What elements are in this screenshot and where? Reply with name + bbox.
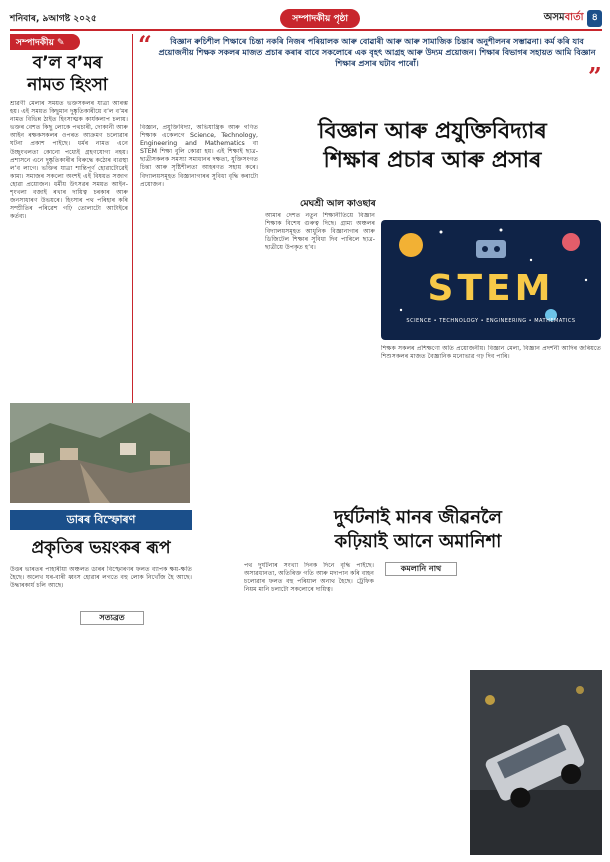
disaster-body-col2: [124, 628, 234, 853]
disaster-headline: প্ৰকৃতিৰ ভয়ংকৰ ৰূপ: [31, 538, 171, 558]
section-label: সম্পাদকীয় পৃষ্ঠা: [280, 9, 360, 28]
accident-body-col2: [380, 580, 465, 852]
editorial-tag: সম্পাদকীয় ✎: [10, 34, 80, 50]
robot-icon: [476, 240, 506, 258]
page-number: ৪: [587, 10, 602, 27]
disaster-reporter: সত্যব্ৰত: [80, 611, 144, 625]
disaster-photo: [10, 403, 190, 503]
disaster-banner: ডাৰৰ বিস্ফোৰণ: [10, 510, 192, 530]
stem-caption: SCIENCE • TECHNOLOGY • ENGINEERING • MATHEMATICS: [406, 318, 576, 324]
science-body-col2: আমাৰ দেশত নতুন শিক্ষানীতিয়ে বিজ্ঞান শিক্ষাক বিশেষ গুৰুত্ব দিছে। গ্ৰাম্য অঞ্চলৰ বিদ্যালয়সমূহত আধুনিক বিজ্ঞানাগাৰ আৰু ডিজিটেল শিক্ষাৰ সুবিধা দিব পাৰিলে ছাত্ৰ-ছাত্ৰীয়ে উপকৃত হ’ব।: [265, 212, 375, 252]
science-body-col3: শিক্ষক সকলৰ প্ৰশিক্ষণো অতি প্ৰয়োজনীয়। বিজ্ঞান মেলা, বিজ্ঞান প্ৰদৰ্শনী আদিৰ জৰিয়তে শিশুসকলৰ মাজত বৈজ্ঞানিক মনোভাৱ গঢ় দিব পাৰি।: [381, 345, 601, 361]
close-quote-icon: ”: [588, 62, 602, 91]
accident-headline: দুৰ্ঘটনাই মানৰ জীৱনলৈ কঢ়িয়াই আনে অমানিশা: [334, 507, 502, 552]
pull-quote: বিজ্ঞান ৰুচিশীল শিক্ষাৰে চিন্তা নকৰি নিজৰ পৰিয়ালক আৰু বোৱাৰী আৰু আৰু সামাজিক চিন্তাৰ অনুশীলনৰ সম্ভাৱনা। কৰ্ম কৰি যাব প্ৰয়োজনীয় শিক্ষক সকলৰ মাজত প্ৰচাৰ কৰাৰ বাবে সকলোৰে এক বৃহৎ আগ্ৰহ আৰু উদ্যম প্ৰয়োজন। শিক্ষাৰ বিভাগৰ সহায়ত আমি বিজ্ঞান শিক্ষাৰ প্ৰসাৰ ঘটাব পাৰোঁ।: [158, 37, 596, 68]
editorial-body: শ্রাৱণী মেলাৰ সময়ত ভক্তসকলৰ যাত্ৰা আৰম্ভ হয়। এই সময়ত কিছুমান দুষ্কৃতিকাৰীয়ে ব’ল ব’মৰ নামত বিভিন্ন ঠাইত হিংসাত্মক কাৰ্যকলাপ চলায়। ভক্তৰ বেশত কিছু লোকে পথচাৰী, দোকানী আৰু আইন ৰক্ষকসকলৰ ওপৰত আক্ৰমণ চলোৱাৰ ঘটনা প্ৰকাশ পাইছে। ধৰ্মৰ নামত এনে উচ্ছৃংখলতা কোনো পধ্যেই গ্ৰহণযোগ্য নহয়। প্ৰশাসনে এনে দুষ্কৃতিকাৰীৰ বিৰুদ্ধে কঠোৰ ব্যৱস্থা ল’ব লাগে। ভক্তিৰ যাত্ৰা শান্তিপূৰ্ণ হোৱাটোৱেই কাম্য। সমাজৰ সকলো অংশই এই বিষয়ত সজাগ হোৱা প্ৰয়োজন। ধৰ্মীয় উৎসৱৰ সময়ত আইন-শৃংখলা বজাই ৰখাৰ দায়িত্ব চৰকাৰ আৰু জনসাধাৰণ উভয়ৰে। হিংসাৰ পথ পৰিহাৰ কৰি সম্প্ৰীতিৰ পৰিৱেশ গঢ়ি তোলাটো আটাইৰে কৰ্তব্য।: [10, 100, 128, 221]
accident-photo: [470, 670, 602, 855]
masthead-logo: [544, 10, 602, 27]
header-rule: [10, 29, 602, 31]
accident-reporter: কমলানি নাথ: [385, 562, 457, 576]
page-header: [10, 8, 602, 28]
science-body-col1: বিজ্ঞান, প্ৰযুক্তিবিদ্যা, অভিযান্ত্ৰিক আৰু গণিত শিক্ষাক একেলগে Science, Technology, Engineering and Mathematics বা STEM শিক্ষা বুলি কোৱা হয়। এই শিক্ষাই ছাত্ৰ-ছাত্ৰীসকলক সমস্যা সমাধানৰ দক্ষতা, যুক্তিসংগত চিন্তা আৰু সৃষ্টিশীলতা আহৰণত সহায় কৰে। বিদ্যালয়সমূহত বিজ্ঞানাগাৰৰ সুবিধা বৃদ্ধি কৰাটো প্ৰয়োজন।: [140, 124, 258, 188]
logo-text: অসমবাৰ্তা: [543, 11, 584, 23]
editorial-headline: ব’ল ব’মৰ নামত হিংসা: [27, 53, 108, 95]
science-headline: বিজ্ঞান আৰু প্ৰযুক্তিবিদ্যাৰ শিক্ষাৰ প্ৰচাৰ আৰু প্ৰসাৰ: [318, 119, 547, 173]
stem-illustration: [381, 220, 601, 340]
disaster-body-intro: উত্তৰ ভাৰতৰ পাহাৰীয়া অঞ্চলত ডাৰৰ বিস্ফোৰণৰ ফলত ব্যাপক ক্ষয়-ক্ষতি হৈছে। অলেখ ঘৰ-বাৰী ধ্বংস হোৱাৰ লগতে বহু লোক নিখোঁজ হৈ আছে। উদ্ধাৰকাৰ্য চলি আছে।: [10, 566, 192, 590]
accident-body: পথ দুৰ্ঘটনাৰ সংখ্যা দিনক দিনে বৃদ্ধি পাইছে। অসাৱধানতা, অতিৰিক্ত গতি আৰু মদ্যপান কৰি বাহন চলোৱাৰ ফলত বহু পৰিয়াল অনাথ হৈছে। ট্ৰেফিক নিয়ম মানি চলাটো সকলোৰে দায়িত্ব।: [244, 562, 374, 594]
stem-letters: STEM: [427, 268, 555, 309]
planet-icon: [399, 233, 423, 257]
planet-icon: [562, 233, 580, 251]
accident-body-col3: [470, 562, 602, 664]
issue-date: শনিবাৰ, ৯আগষ্ট ২০২৫: [10, 13, 97, 24]
open-quote-icon: “: [138, 30, 152, 59]
disaster-body-col1: [10, 628, 120, 853]
science-author: মেঘশ্ৰী আল কাওছাৰ: [300, 199, 376, 209]
